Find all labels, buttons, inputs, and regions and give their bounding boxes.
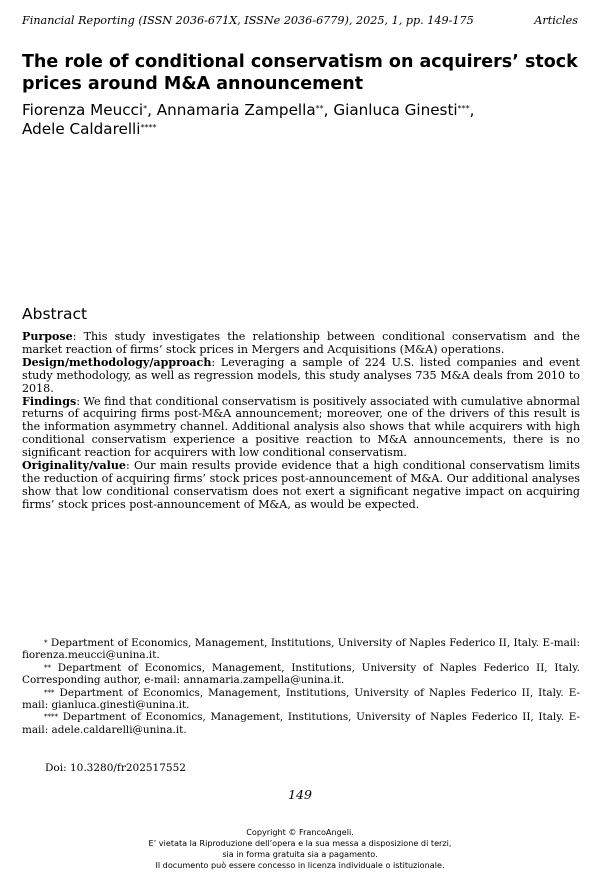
- footnote-text: Department of Economics, Management, Institutions, University of Naples Federico II, Italy. E-mail: fiorenza.meucci@unina.it.: [22, 637, 580, 662]
- author-name: Annamaria Zampella: [156, 101, 316, 119]
- author-name: Adele Caldarelli: [22, 120, 141, 138]
- page-number: 149: [288, 787, 312, 802]
- copyright-line: E’ vietata la Riproduzione dell’opera e la sua messa a disposizione di terzi,: [148, 838, 452, 848]
- abstract-findings: [22, 396, 580, 461]
- author-name: Gianluca Ginesti: [333, 101, 458, 119]
- footnote-mark: *: [44, 639, 48, 647]
- abstract-originality: [22, 460, 580, 512]
- copyright-notice: [0, 827, 600, 871]
- running-header: [22, 14, 578, 30]
- author-separator: ,: [469, 101, 475, 119]
- footnote: [22, 711, 580, 736]
- copyright-line: Copyright © FrancoAngeli.: [246, 827, 354, 837]
- findings-text: : We find that conditional conservatism is positively associated with cumulative abnormal returns of acquiring firms post-M&A announcement; moreover, one of the drivers of this result is the information asymmetry channel. Additional analysis also shows that while acquirers with high conditional conservatism experience a positive reaction to M&A announcements, there is no significant reaction for acquirers with low conditional conservatism.: [22, 394, 580, 460]
- author-footnote-mark[interactable]: ***: [457, 104, 470, 113]
- author-footnote-mark[interactable]: **: [315, 104, 324, 113]
- abstract-design: [22, 357, 580, 396]
- author-separator: ,: [323, 101, 334, 119]
- footnote: [22, 637, 580, 662]
- copyright-line: Il documento può essere concesso in licenza individuale o istituzionale.: [155, 860, 445, 870]
- design-label: Design/methodology/approach: [22, 355, 212, 369]
- author-separator: ,: [147, 101, 157, 119]
- author-list: [22, 101, 587, 139]
- originality-label: Originality/value: [22, 459, 126, 473]
- section-label: Articles: [534, 14, 578, 27]
- article-title: The role of conditional conservatism on acquirers’ stock prices around M&A announcement: [22, 52, 578, 94]
- findings-label: Findings: [22, 394, 77, 408]
- journal-citation: Financial Reporting (ISSN 2036-671X, ISSNe 2036-6779), 2025, 1, pp. 149-175: [22, 14, 474, 27]
- copyright-line: sia in forma gratuita sia a pagamento.: [222, 849, 378, 859]
- author-name: Fiorenza Meucci: [22, 101, 144, 119]
- footnote: [22, 662, 580, 687]
- footnote: [22, 687, 580, 712]
- author-footnote-mark[interactable]: ****: [140, 123, 157, 132]
- footnote-text: Department of Economics, Management, Institutions, University of Naples Federico II, Italy. E-mail: gianluca.ginesti@unina.it.: [22, 686, 580, 712]
- doi-link[interactable]: Doi: 10.3280/fr202517552: [45, 762, 186, 774]
- footnote-mark: ***: [44, 688, 55, 697]
- purpose-label: Purpose: [22, 330, 73, 343]
- footnotes: [22, 637, 580, 736]
- abstract-purpose: [22, 331, 580, 357]
- abstract-heading: Abstract: [22, 305, 88, 323]
- footnote-mark: ****: [44, 713, 58, 722]
- footnote-text: Department of Economics, Management, Institutions, University of Naples Federico II, Italy. E-mail: adele.caldarelli@unina.it.: [22, 711, 580, 736]
- originality-text: : Our main results provide evidence that a high conditional conservatism limits the reduction of acquiring firms’ stock prices post-announcement of M&A. Our additional analyses show that low conditional conservatism does not exert a significant negative impact on acquiring firms’ stock prices post-announcement of M&A, as would be expected.: [22, 459, 580, 511]
- footnote-text: Department of Economics, Management, Institutions, University of Naples Federico II, Italy. Corresponding author, e-mail: annamaria.zampella@unina.it.: [22, 661, 580, 687]
- design-text: : Leveraging a sample of 224 U.S. listed companies and event study methodology, as well as regression models, this study analyses 735 M&A deals from 2010 to 2018.: [22, 355, 580, 395]
- author-footnote-mark[interactable]: *: [143, 104, 148, 113]
- abstract-body: [22, 331, 580, 512]
- footnote-mark: **: [44, 663, 51, 672]
- purpose-text: : This study investigates the relationship between conditional conservatism and the market reaction of firms’ stock prices in Mergers and Acquisitions (M&A) operations.: [22, 330, 580, 356]
